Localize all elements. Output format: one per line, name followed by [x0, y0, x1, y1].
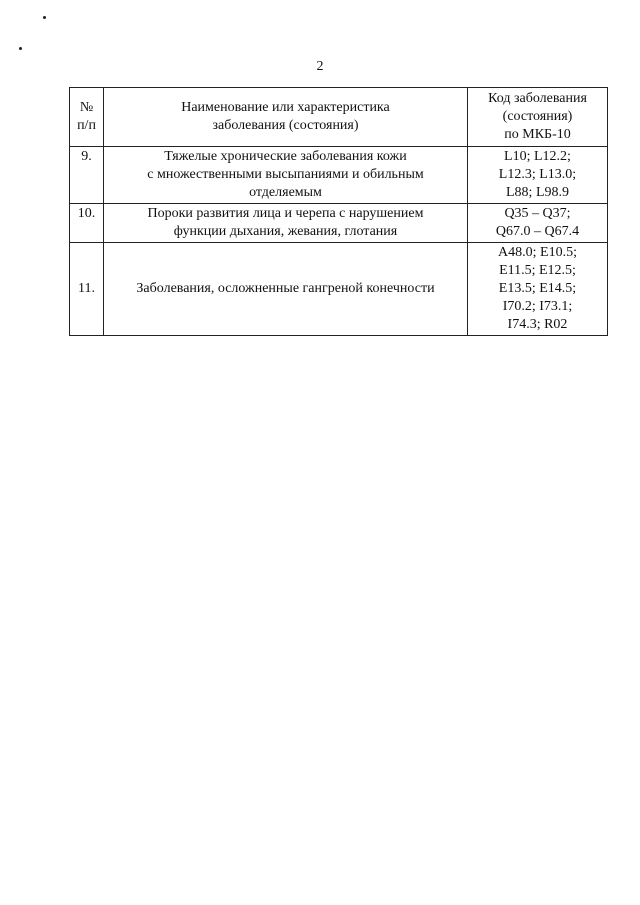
row-icd-code: L10; L12.2; L12.3; L13.0; L88; L98.9 — [468, 147, 608, 204]
row-number: 9. — [70, 147, 104, 204]
table-row — [70, 204, 608, 243]
diseases-table — [69, 87, 608, 336]
header-code: Код заболевания (состояния) по МКБ-10 — [468, 88, 608, 147]
scan-speck — [19, 47, 22, 50]
row-icd-code: A48.0; E10.5; E11.5; E12.5; E13.5; E14.5; I70.2; I73.1; I74.3; R02 — [468, 243, 608, 336]
table-row — [70, 243, 608, 336]
table-row — [70, 147, 608, 204]
row-icd-code: Q35 – Q37; Q67.0 – Q67.4 — [468, 204, 608, 243]
header-name: Наименование или характеристика заболевания (состояния) — [104, 88, 468, 147]
table-header-row — [70, 88, 608, 147]
scan-speck — [43, 16, 46, 19]
page-number: 2 — [316, 59, 324, 74]
row-disease-name: Тяжелые хронические заболевания кожи с множественными высыпаниями и обильным отделяемым — [104, 147, 468, 204]
row-disease-name: Пороки развития лица и черепа с нарушением функции дыхания, жевания, глотания — [104, 204, 468, 243]
header-number: № п/п — [70, 88, 104, 147]
row-number: 11. — [70, 243, 104, 336]
row-disease-name: Заболевания, осложненные гангреной конечности — [104, 243, 468, 336]
row-number: 10. — [70, 204, 104, 243]
